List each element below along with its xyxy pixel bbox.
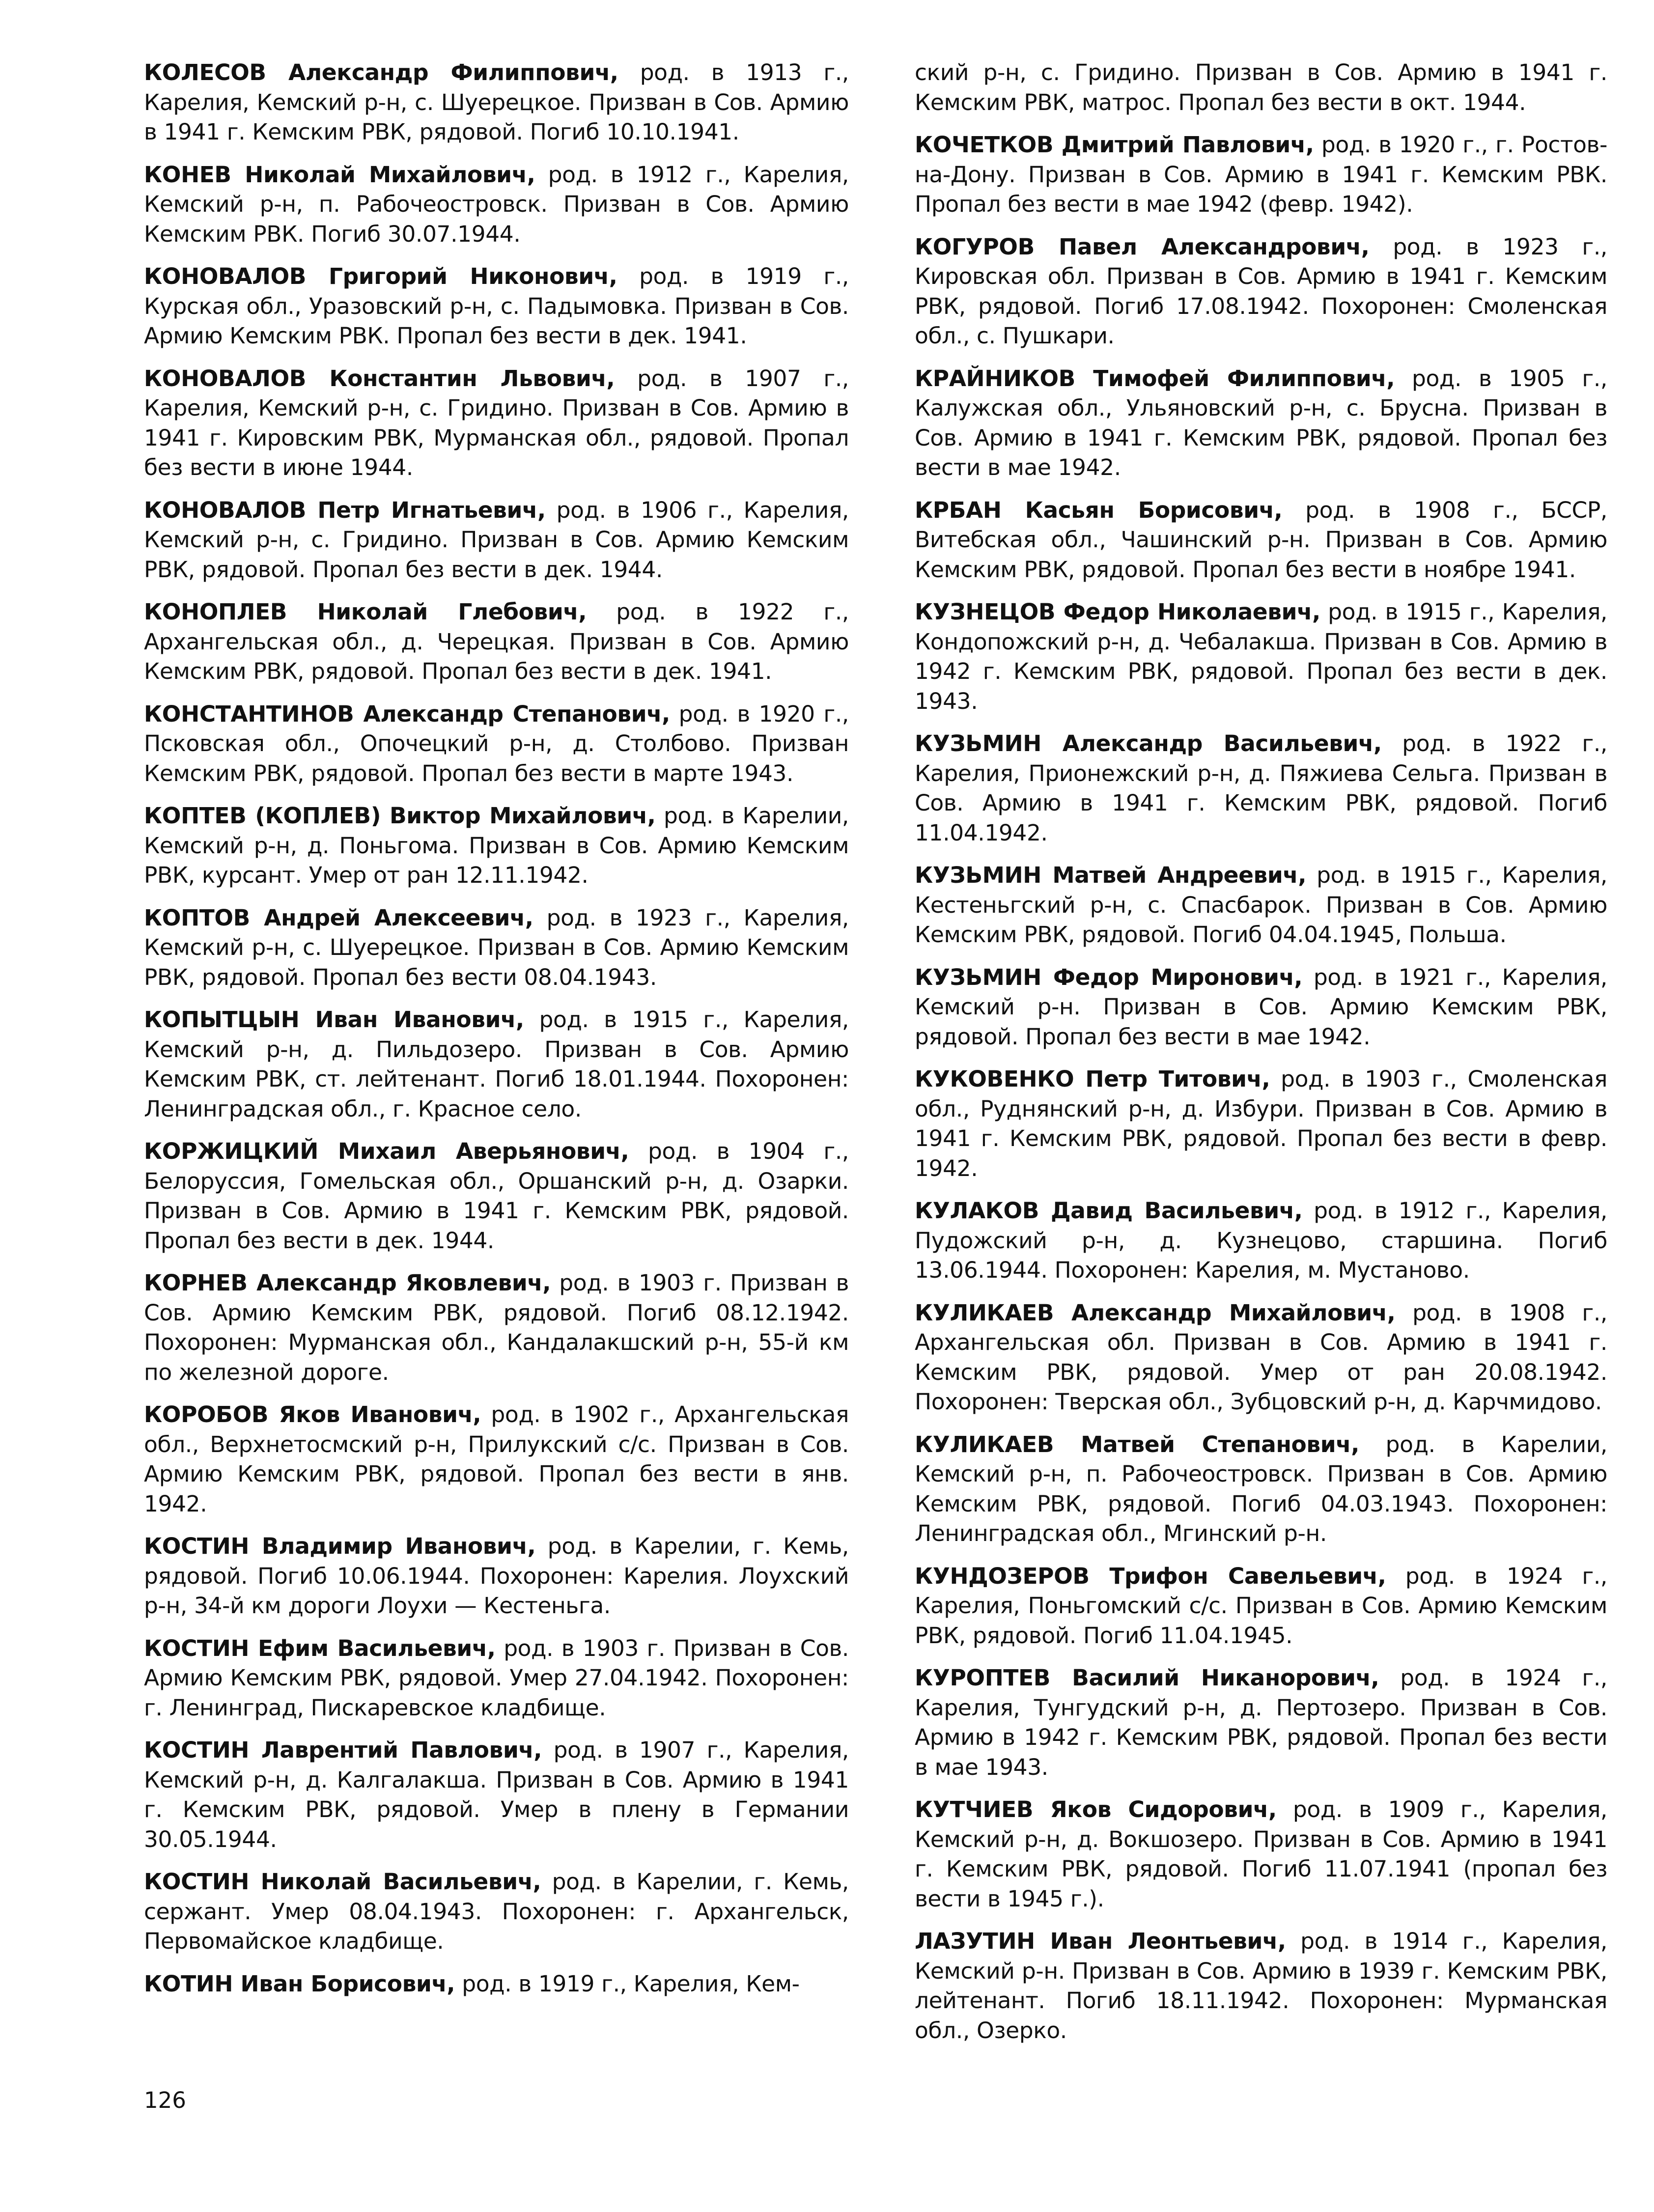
entry-text: род. в Карелии, г. Кемь, рядовой. Погиб 10.06.1944. Похоронен: Карелия. Лоухский р-н, 34-й км дороги Лоухи — Кестеньга. [144, 1533, 849, 1619]
entry [144, 903, 849, 993]
entry-text: род. в 1923 г., Кировская обл. Призван в Сов. Армию в 1941 г. Кемским РВК, рядовой. Погиб 17.08.1942. Похоронен: Смоленская обл., с. Пушкари. [915, 233, 1607, 349]
entry-text: род. в 1912 г., Карелия, Кемский р-н, п. Рабочеостровск. Призван в Сов. Армию Кемским РВК. Погиб 30.07.1944. [144, 161, 849, 247]
entry [144, 1736, 849, 1854]
entry-name: КУКОВЕНКО Петр Титович, [915, 1066, 1270, 1092]
entry-name: КОНОВАЛОВ Константин Львович, [144, 365, 615, 392]
entry [144, 496, 849, 585]
entry-name: КОТИН Иван Борисович, [144, 1970, 455, 1997]
entry-text: род. в 1908 г., БССР, Витебская обл., Чашинский р-н. Призван в Сов. Армию Кемским РВК, рядовой. Пропал без вести в ноябре 1941. [915, 497, 1607, 583]
entry [915, 729, 1607, 848]
page-number: 126 [144, 2087, 186, 2113]
entry [915, 963, 1607, 1052]
entry-name: КОНОВАЛОВ Григорий Никонович, [144, 263, 617, 289]
entry [915, 1298, 1607, 1417]
entry-text: род. в 1903 г. Призван в Сов. Армию Кемским РВК, рядовой. Погиб 08.12.1942. Похоронен: Мурманская обл., Кандалакшский р-н, 55-й км по железной дороге. [144, 1270, 849, 1385]
entry-name: КУЛИКАЕВ Александр Михайлович, [915, 1299, 1396, 1326]
entry-text: род. в 1907 г., Карелия, Кемский р-н, с. Гридино. Призван в Сов. Армию в 1941 г. Кировским РВК, Мурманская обл., рядовой. Пропал без вести в июне 1944. [144, 365, 849, 480]
entry [915, 1927, 1607, 2045]
entry-name: КРБАН Касьян Борисович, [915, 497, 1283, 523]
entry-text: род. в 1903 г., Смоленская обл., Руднянский р-н, д. Избури. Призван в Сов. Армию в 1941 г. Кемским РВК, рядовой. Пропал без вести в февр. 1942. [915, 1066, 1607, 1181]
entry-name: КУЗЬМИН Федор Миронович, [915, 964, 1303, 990]
entry [144, 1400, 849, 1519]
entry-name: КОНОПЛЕВ Николай Глебович, [144, 599, 587, 625]
entry [915, 1562, 1607, 1651]
entry-name: КОСТИН Николай Васильевич, [144, 1869, 541, 1895]
entry-text: род. в 1915 г., Карелия, Кемский р-н, д. Пильдозеро. Призван в Сов. Армию Кемским РВК, ст. лейтенант. Погиб 18.01.1944. Похоронен: Ленинградская обл., г. Красное село. [144, 1007, 849, 1122]
entry-name: ЛАЗУТИН Иван Леонтьевич, [915, 1928, 1286, 1954]
entry [915, 364, 1607, 483]
entry-text: род. в 1919 г., Карелия, Кем- [455, 1970, 800, 1997]
entry-name: КОЧЕТКОВ Дмитрий Павлович, [915, 132, 1314, 158]
entry-text: род. в 1906 г., Карелия, Кемский р-н, с. Гридино. Призван в Сов. Армию Кемским РВК, рядовой. Пропал без вести в дек. 1944. [144, 497, 849, 583]
entry [144, 1969, 849, 1999]
entry-name: КОГУРОВ Павел Александрович, [915, 233, 1370, 260]
entry [144, 1268, 849, 1387]
entry-text: род. в 1912 г., Карелия, Пудожский р-н, д. Кузнецово, старшина. Погиб 13.06.1944. Похоронен: Карелия, м. Мустаново. [915, 1198, 1607, 1283]
entry [915, 58, 1607, 117]
entry [915, 597, 1607, 716]
entry [144, 801, 849, 891]
entry-text: род. в 1920 г., Псковская обл., Опочецкий р-н, д. Столбово. Призван Кемским РВК, рядовой. Пропал без вести в марте 1943. [144, 700, 849, 786]
entry [144, 1137, 849, 1256]
entry [144, 700, 849, 789]
entry [144, 1005, 849, 1124]
entry-name: КОРОБОВ Яков Иванович, [144, 1401, 481, 1428]
entry-name: КОНСТАНТИНОВ Александр Степанович, [144, 700, 670, 727]
entry [915, 1795, 1607, 1914]
entry-name: КОПЫТЦЫН Иван Иванович, [144, 1007, 524, 1033]
entry-text: род. в 1909 г., Карелия, Кемский р-н, д. Вокшозеро. Призван в Сов. Армию в 1941 г. Кемским РВК, рядовой. Погиб 11.07.1941 (пропал без вести в 1945 г.). [915, 1796, 1607, 1912]
entry [144, 262, 849, 351]
entry-text: род. в 1907 г., Карелия, Кемский р-н, д. Калгалакша. Призван в Сов. Армию в 1941 г. Кемским РВК, рядовой. Умер в плену в Германии 30.05.1944. [144, 1737, 849, 1852]
entry [144, 1634, 849, 1723]
entry-text: род. в 1915 г., Карелия, Кондопожский р-н, д. Чебалакша. Призван в Сов. Армию в 1942 г. Кемским РВК, рядовой. Пропал без вести в дек. 1943. [915, 599, 1607, 714]
entry-name: КУЛИКАЕВ Матвей Степанович, [915, 1431, 1359, 1457]
entry-name: КОСТИН Лаврентий Павлович, [144, 1737, 542, 1763]
entry [915, 232, 1607, 351]
entry-name: КУЗНЕЦОВ Федор Николаевич, [915, 599, 1320, 625]
entry-text: род. в Карелии, Кемский р-н, п. Рабочеостровск. Призван в Сов. Армию Кемским РВК, рядовой. Погиб 04.03.1943. Похоронен: Ленинградская обл., Мгинский р-н. [915, 1431, 1607, 1546]
entry-name: КУЗЬМИН Матвей Андреевич, [915, 862, 1307, 888]
entry [915, 1064, 1607, 1183]
entry-text: род. в 1921 г., Карелия, Кемский р-н. Призван в Сов. Армию Кемским РВК, рядовой. Пропал без вести в мае 1942. [915, 964, 1607, 1050]
entry-text: род. в 1922 г., Карелия, Прионежский р-н, д. Пяжиева Сельга. Призван в Сов. Армию в 1941 г. Кемским РВК, рядовой. Погиб 11.04.1942. [915, 730, 1607, 846]
entry-text: род. в 1908 г., Архангельская обл. Призван в Сов. Армию в 1941 г. Кемским РВК, рядовой. Умер от ран 20.08.1942. Похоронен: Тверская обл., Зубцовский р-н, д. Карчмидово. [915, 1299, 1607, 1415]
entry-text: род. в 1904 г., Белоруссия, Гомельская обл., Оршанский р-н, д. Озарки. Призван в Сов. Армию в 1941 г. Кемским РВК, рядовой. Пропал без вести в дек. 1944. [144, 1138, 849, 1254]
entry-text: род. в 1914 г., Карелия, Кемский р-н. Призван в Сов. Армию в 1939 г. Кемским РВК, лейтенант. Погиб 18.11.1942. Похоронен: Мурманская обл., Озерко. [915, 1928, 1607, 2044]
entry-name: КУЛАКОВ Давид Васильевич, [915, 1198, 1303, 1224]
entry [915, 1663, 1607, 1782]
entry-text: род. в 1922 г., Архангельская обл., д. Черецкая. Призван в Сов. Армию Кемским РВК, рядовой. Пропал без вести в дек. 1941. [144, 599, 849, 684]
entry-name: КУНДОЗЕРОВ Трифон Савельевич, [915, 1563, 1386, 1589]
right-column [915, 58, 1607, 2058]
entry-text: род. в 1905 г., Калужская обл., Ульяновский р-н, с. Брусна. Призван в Сов. Армию в 1941 г. Кемским РВК, рядовой. Пропал без вести в мае 1942. [915, 365, 1607, 480]
entry-text: род. в 1913 г., Карелия, Кемский р-н, с. Шуерецкое. Призван в Сов. Армию в 1941 г. Кемским РВК, рядовой. Погиб 10.10.1941. [144, 59, 849, 145]
entry [144, 1867, 849, 1957]
entry-text: род. в 1903 г. Призван в Сов. Армию Кемским РВК, рядовой. Умер 27.04.1942. Похоронен: г. Ленинград, Пискаревское кладбище. [144, 1635, 849, 1721]
entry-text: род. в Карелии, г. Кемь, сержант. Умер 08.04.1943. Похоронен: г. Архангельск, Первомайское кладбище. [144, 1869, 849, 1954]
entry-text: род. в 1924 г., Карелия, Поньгомский с/с. Призван в Сов. Армию Кемским РВК, рядовой. Погиб 11.04.1945. [915, 1563, 1607, 1649]
entry-name: КОПТОВ Андрей Алексеевич, [144, 904, 533, 931]
entry [144, 364, 849, 483]
entry [144, 1532, 849, 1621]
entry [144, 160, 849, 250]
entry-name: КУРОПТЕВ Василий Никанорович, [915, 1665, 1379, 1691]
entry-name: КОРНЕВ Александр Яковлевич, [144, 1270, 551, 1296]
entry [915, 130, 1607, 220]
entry [915, 1196, 1607, 1286]
entry-text: род. в 1902 г., Архангельская обл., Верхнетосмский р-н, Прилукский с/с. Призван в Сов. Армию Кемским РВК, рядовой. Пропал без вести в янв. 1942. [144, 1401, 849, 1517]
entry-text: ский р-н, с. Гридино. Призван в Сов. Армию в 1941 г. Кемским РВК, матрос. Пропал без вести в окт. 1944. [915, 59, 1607, 115]
entry-name: КОЛЕСОВ Александр Филиппович, [144, 59, 618, 85]
entry-text: род. в 1920 г., г. Ростов-на-Дону. Призван в Сов. Армию в 1941 г. Кемским РВК. Пропал без вести в мае 1942 (февр. 1942). [915, 132, 1607, 217]
entry-name: КОНЕВ Николай Михайлович, [144, 161, 535, 188]
entry [915, 861, 1607, 950]
entry-text: род. в 1919 г., Курская обл., Уразовский р-н, с. Падымовка. Призван в Сов. Армию Кемским РВК. Пропал без вести в дек. 1941. [144, 263, 849, 349]
entry-name: КУЗЬМИН Александр Васильевич, [915, 730, 1382, 756]
entry [915, 496, 1607, 585]
entry [915, 1430, 1607, 1549]
entry-name: КОПТЕВ (КОПЛЕВ) Виктор Михайлович, [144, 803, 656, 829]
entry-name: КОНОВАЛОВ Петр Игнатьевич, [144, 497, 546, 523]
entry [144, 597, 849, 687]
entry-name: КРАЙНИКОВ Тимофей Филиппович, [915, 365, 1395, 392]
entry-name: КОСТИН Владимир Иванович, [144, 1533, 536, 1559]
entry-text: род. в 1924 г., Карелия, Тунгудский р-н, д. Пертозеро. Призван в Сов. Армию в 1942 г. Кемским РВК, рядовой. Пропал без вести в мае 1943. [915, 1665, 1607, 1780]
entry-name: КОСТИН Ефим Васильевич, [144, 1635, 496, 1661]
entry-name: КУТЧИЕВ Яков Сидорович, [915, 1796, 1277, 1822]
entry-text: род. в 1923 г., Карелия, Кемский р-н, с. Шуерецкое. Призван в Сов. Армию Кемским РВК, рядовой. Пропал без вести 08.04.1943. [144, 904, 849, 990]
entry-text: род. в Карелии, Кемский р-н, д. Поньгома. Призван в Сов. Армию Кемским РВК, курсант. Умер от ран 12.11.1942. [144, 803, 849, 888]
left-column [144, 58, 849, 2012]
entry [144, 58, 849, 147]
entry-text: род. в 1915 г., Карелия, Кестеньгский р-н, с. Спасбарок. Призван в Сов. Армию Кемским РВК, рядовой. Погиб 04.04.1945, Польша. [915, 862, 1607, 948]
entry-name: КОРЖИЦКИЙ Михаил Аверьянович, [144, 1138, 629, 1164]
